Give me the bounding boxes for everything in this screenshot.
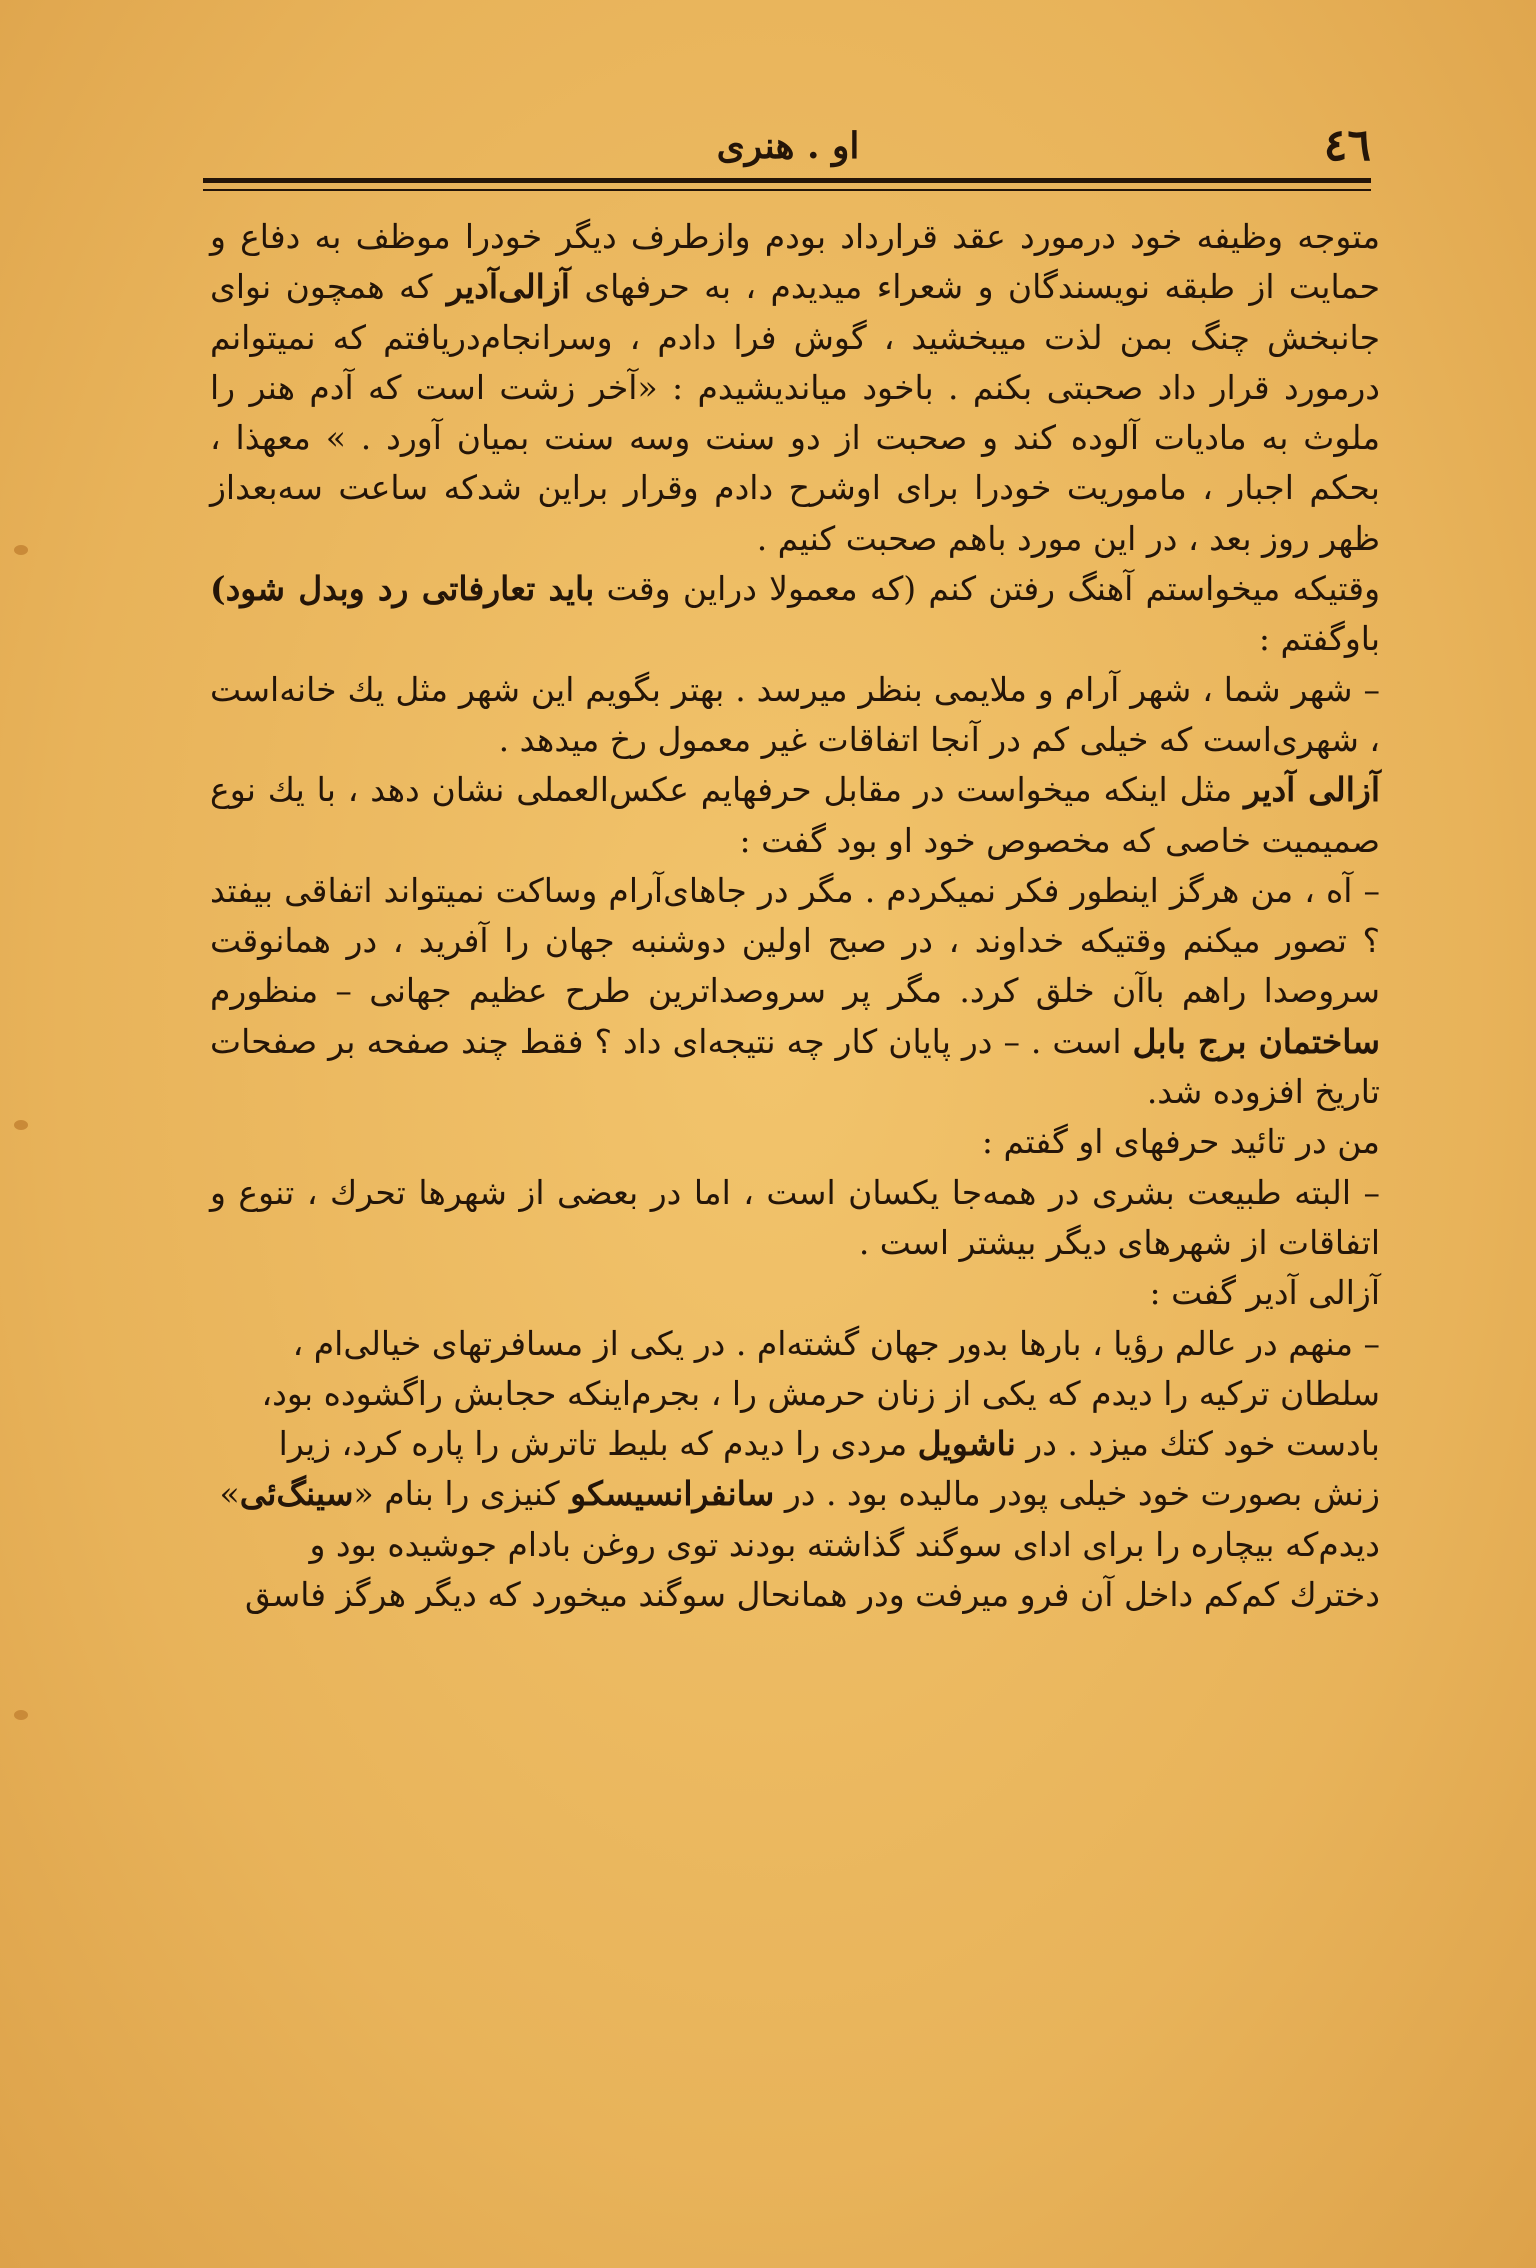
text-run: – منهم در عالم رؤیا ، بارها بدور جهان گشته‌ام . در یکی از مسافرتهای خیالی‌ام ، سلطان ترکیه را دیدم که یکی از زنان حرمش را ، بجرم‌اینکه حجابش راگشوده بود، بادست خود کتك میزد . در	[261, 1323, 1380, 1464]
text-run: کنیزی را بنام «	[353, 1474, 571, 1514]
text-run: که همچون نوای جانبخش چنگ بمن لذت میبخشید ، گوش فرا دادم ، وسرانجام‌دریافتم که نمیتوانم درمورد قرار داد صحبتی بکنم . باخود میاندیشیدم : «آخر زشت است که آدم هنر را ملوث به مادیات آلوده کند و صحبت از دو سنت وسه سنت بمیان آورد . » معهذا ، بحکم اجبار ، ماموریت خودرا برای اوشرح دادم وقرار براین شدکه ساعت سه‌بعداز ظهر روز بعد ، در این مورد باهم صحبت کنیم .	[210, 267, 1380, 558]
bold-name-text: باید تعارفاتی رد وبدل شود)	[210, 569, 595, 609]
paragraph	[210, 866, 1380, 1117]
text-run: – آه ، من هرگز اینطور فکر نمیکردم . مگر در جاهای‌آرام وساکت نمیتواند اتفاقی بیفتد ؟ تصور میکنم وقتیکه خداوند ، در صبح اولین دوشنبه جهان را آفرید ، در همانوقت سروصدا راهم باآن خلق کرد. مگر پر سروصداترین طرح عظیم جهانی – منظورم	[210, 870, 1380, 1011]
text-run: باوگفتم :	[1258, 619, 1380, 659]
paragraph	[210, 1168, 1380, 1269]
paragraph	[210, 564, 1380, 665]
paragraph	[210, 665, 1380, 766]
binding-hole-mark	[14, 545, 28, 555]
body-text	[210, 212, 1380, 1620]
text-run: است . – در پایان کار چه نتیجه‌ای داد ؟ فقط چند صفحه بر صفحات تاریخ افزوده شد.	[210, 1021, 1380, 1112]
header-rule-thick	[203, 178, 1371, 183]
paragraph	[210, 765, 1380, 866]
bold-name-text: سانفرانسیسکو	[570, 1474, 775, 1514]
paragraph	[210, 1268, 1380, 1318]
paragraph	[210, 1117, 1380, 1167]
running-title: او . هنری	[716, 125, 860, 167]
bold-name-text: سینگ‌ئی	[239, 1474, 354, 1514]
paragraph	[210, 1319, 1380, 1621]
text-run: مثل اینکه میخواست در مقابل حرفهایم عکس‌العملی نشان دهد ، با یك نوع صمیمیت خاصی که مخصوص خود او بود گفت :	[210, 770, 1380, 860]
text-run: – شهر شما ، شهر آرام و ملایمی بنظر میرسد . بهتر بگویم این شهر مثل یك خانه‌است ، شهری‌است که خیلی کم در آنجا اتفاقات غیر معمول رخ میدهد .	[210, 669, 1380, 759]
page-header	[205, 118, 1371, 174]
text-run: مردی را دیدم که بلیط تاترش را پاره کرد، زیرا زنش بصورت خود خیلی پودر مالیده بود . در	[278, 1424, 1380, 1514]
text-run: متوجه وظیفه خود درمورد عقد قرارداد بودم وازطرف دیگر خودرا موظف به دفاع و حمایت از طبقه نویسندگان و شعراء میدیدم ، به حرفهای	[210, 217, 1380, 307]
text-run: – البته طبیعت بشری در همه‌جا یکسان است ، اما در بعضی از شهرها تحرك ، تنوع و اتفاقات از شهرهای دیگر بیشتر است .	[210, 1172, 1380, 1262]
bold-name-text: آزالی‌آدیر	[446, 267, 570, 307]
bold-name-text: ساختمان برج بابل	[1132, 1021, 1380, 1061]
binding-hole-mark	[14, 1120, 28, 1130]
bold-name-text: ناشویل	[917, 1424, 1016, 1464]
page-number: ٤٦	[1323, 120, 1371, 171]
text-run: وقتیکه میخواستم آهنگ رفتن کنم (که معمولا دراین وقت	[594, 569, 1381, 609]
paragraph	[210, 212, 1380, 564]
text-run: آزالی آدیر گفت :	[1149, 1273, 1380, 1313]
text-run: » دیدم‌که بیچاره را برای ادای سوگند گذاشته بودند توی روغن بادام جوشیده بود و دخترك کم‌کم داخل آن فرو میرفت ودر همانحال سوگند میخورد که دیگر هرگز فاسق	[219, 1474, 1380, 1615]
header-rule-thin	[203, 189, 1371, 191]
text-run: من در تائید حرفهای او گفتم :	[981, 1122, 1380, 1162]
bold-name-text: آزالی آدیر	[1244, 770, 1381, 810]
binding-hole-mark	[14, 1710, 28, 1720]
